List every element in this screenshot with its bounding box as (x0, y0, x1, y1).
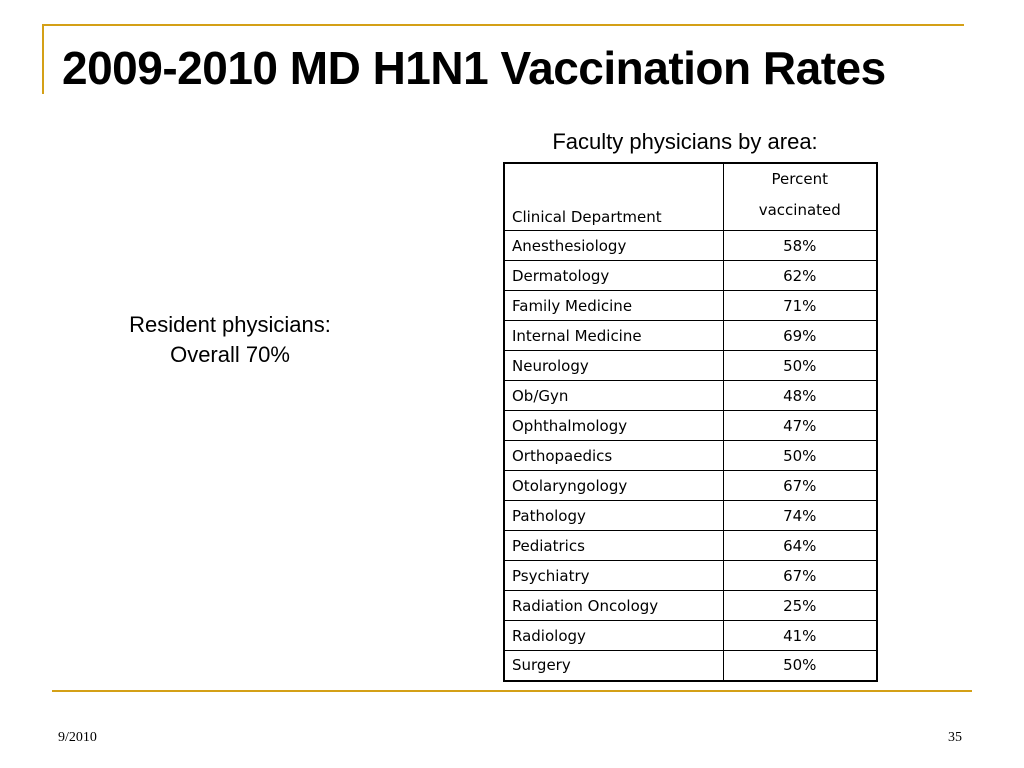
table-row (504, 441, 877, 471)
department-cell: Dermatology (504, 261, 723, 291)
table-row (504, 381, 877, 411)
table-row (504, 621, 877, 651)
percent-cell: 50% (723, 351, 877, 381)
table-header-row (504, 163, 877, 231)
table-body (504, 231, 877, 681)
footer-page-number: 35 (948, 730, 962, 745)
header-percent-line1: Percent (771, 170, 828, 188)
header-percent-vaccinated (723, 163, 877, 231)
vaccination-table (503, 162, 878, 682)
table-row (504, 291, 877, 321)
department-cell: Ob/Gyn (504, 381, 723, 411)
table-row (504, 351, 877, 381)
percent-cell: 74% (723, 501, 877, 531)
percent-cell: 62% (723, 261, 877, 291)
slide-title: 2009-2010 MD H1N1 Vaccination Rates (62, 42, 886, 94)
table-row (504, 651, 877, 681)
department-cell: Orthopaedics (504, 441, 723, 471)
percent-cell: 25% (723, 591, 877, 621)
footer-date: 9/2010 (58, 730, 97, 745)
department-cell: Pediatrics (504, 531, 723, 561)
percent-cell: 48% (723, 381, 877, 411)
resident-summary (60, 310, 400, 370)
department-cell: Ophthalmology (504, 411, 723, 441)
table-row (504, 531, 877, 561)
top-accent-rule (42, 24, 964, 26)
bottom-accent-rule (52, 690, 972, 692)
department-cell: Anesthesiology (504, 231, 723, 261)
percent-cell: 67% (723, 471, 877, 501)
department-cell: Radiation Oncology (504, 591, 723, 621)
table-row (504, 411, 877, 441)
percent-cell: 64% (723, 531, 877, 561)
department-cell: Neurology (504, 351, 723, 381)
table-row (504, 561, 877, 591)
table-row (504, 231, 877, 261)
table-row (504, 471, 877, 501)
resident-label: Resident physicians: (129, 312, 331, 337)
table-row (504, 321, 877, 351)
department-cell: Surgery (504, 651, 723, 681)
percent-cell: 67% (723, 561, 877, 591)
table-row (504, 501, 877, 531)
percent-cell: 71% (723, 291, 877, 321)
department-cell: Psychiatry (504, 561, 723, 591)
department-cell: Family Medicine (504, 291, 723, 321)
table-caption: Faculty physicians by area: (552, 129, 818, 154)
department-cell: Pathology (504, 501, 723, 531)
department-cell: Internal Medicine (504, 321, 723, 351)
header-clinical-department: Clinical Department (504, 163, 723, 231)
department-cell: Radiology (504, 621, 723, 651)
percent-cell: 69% (723, 321, 877, 351)
left-accent-rule (42, 24, 44, 94)
percent-cell: 47% (723, 411, 877, 441)
table-row (504, 591, 877, 621)
table-row (504, 261, 877, 291)
percent-cell: 50% (723, 441, 877, 471)
percent-cell: 58% (723, 231, 877, 261)
header-percent-line2: vaccinated (758, 201, 841, 219)
percent-cell: 50% (723, 651, 877, 681)
resident-overall-rate: Overall 70% (170, 342, 290, 367)
percent-cell: 41% (723, 621, 877, 651)
department-cell: Otolaryngology (504, 471, 723, 501)
